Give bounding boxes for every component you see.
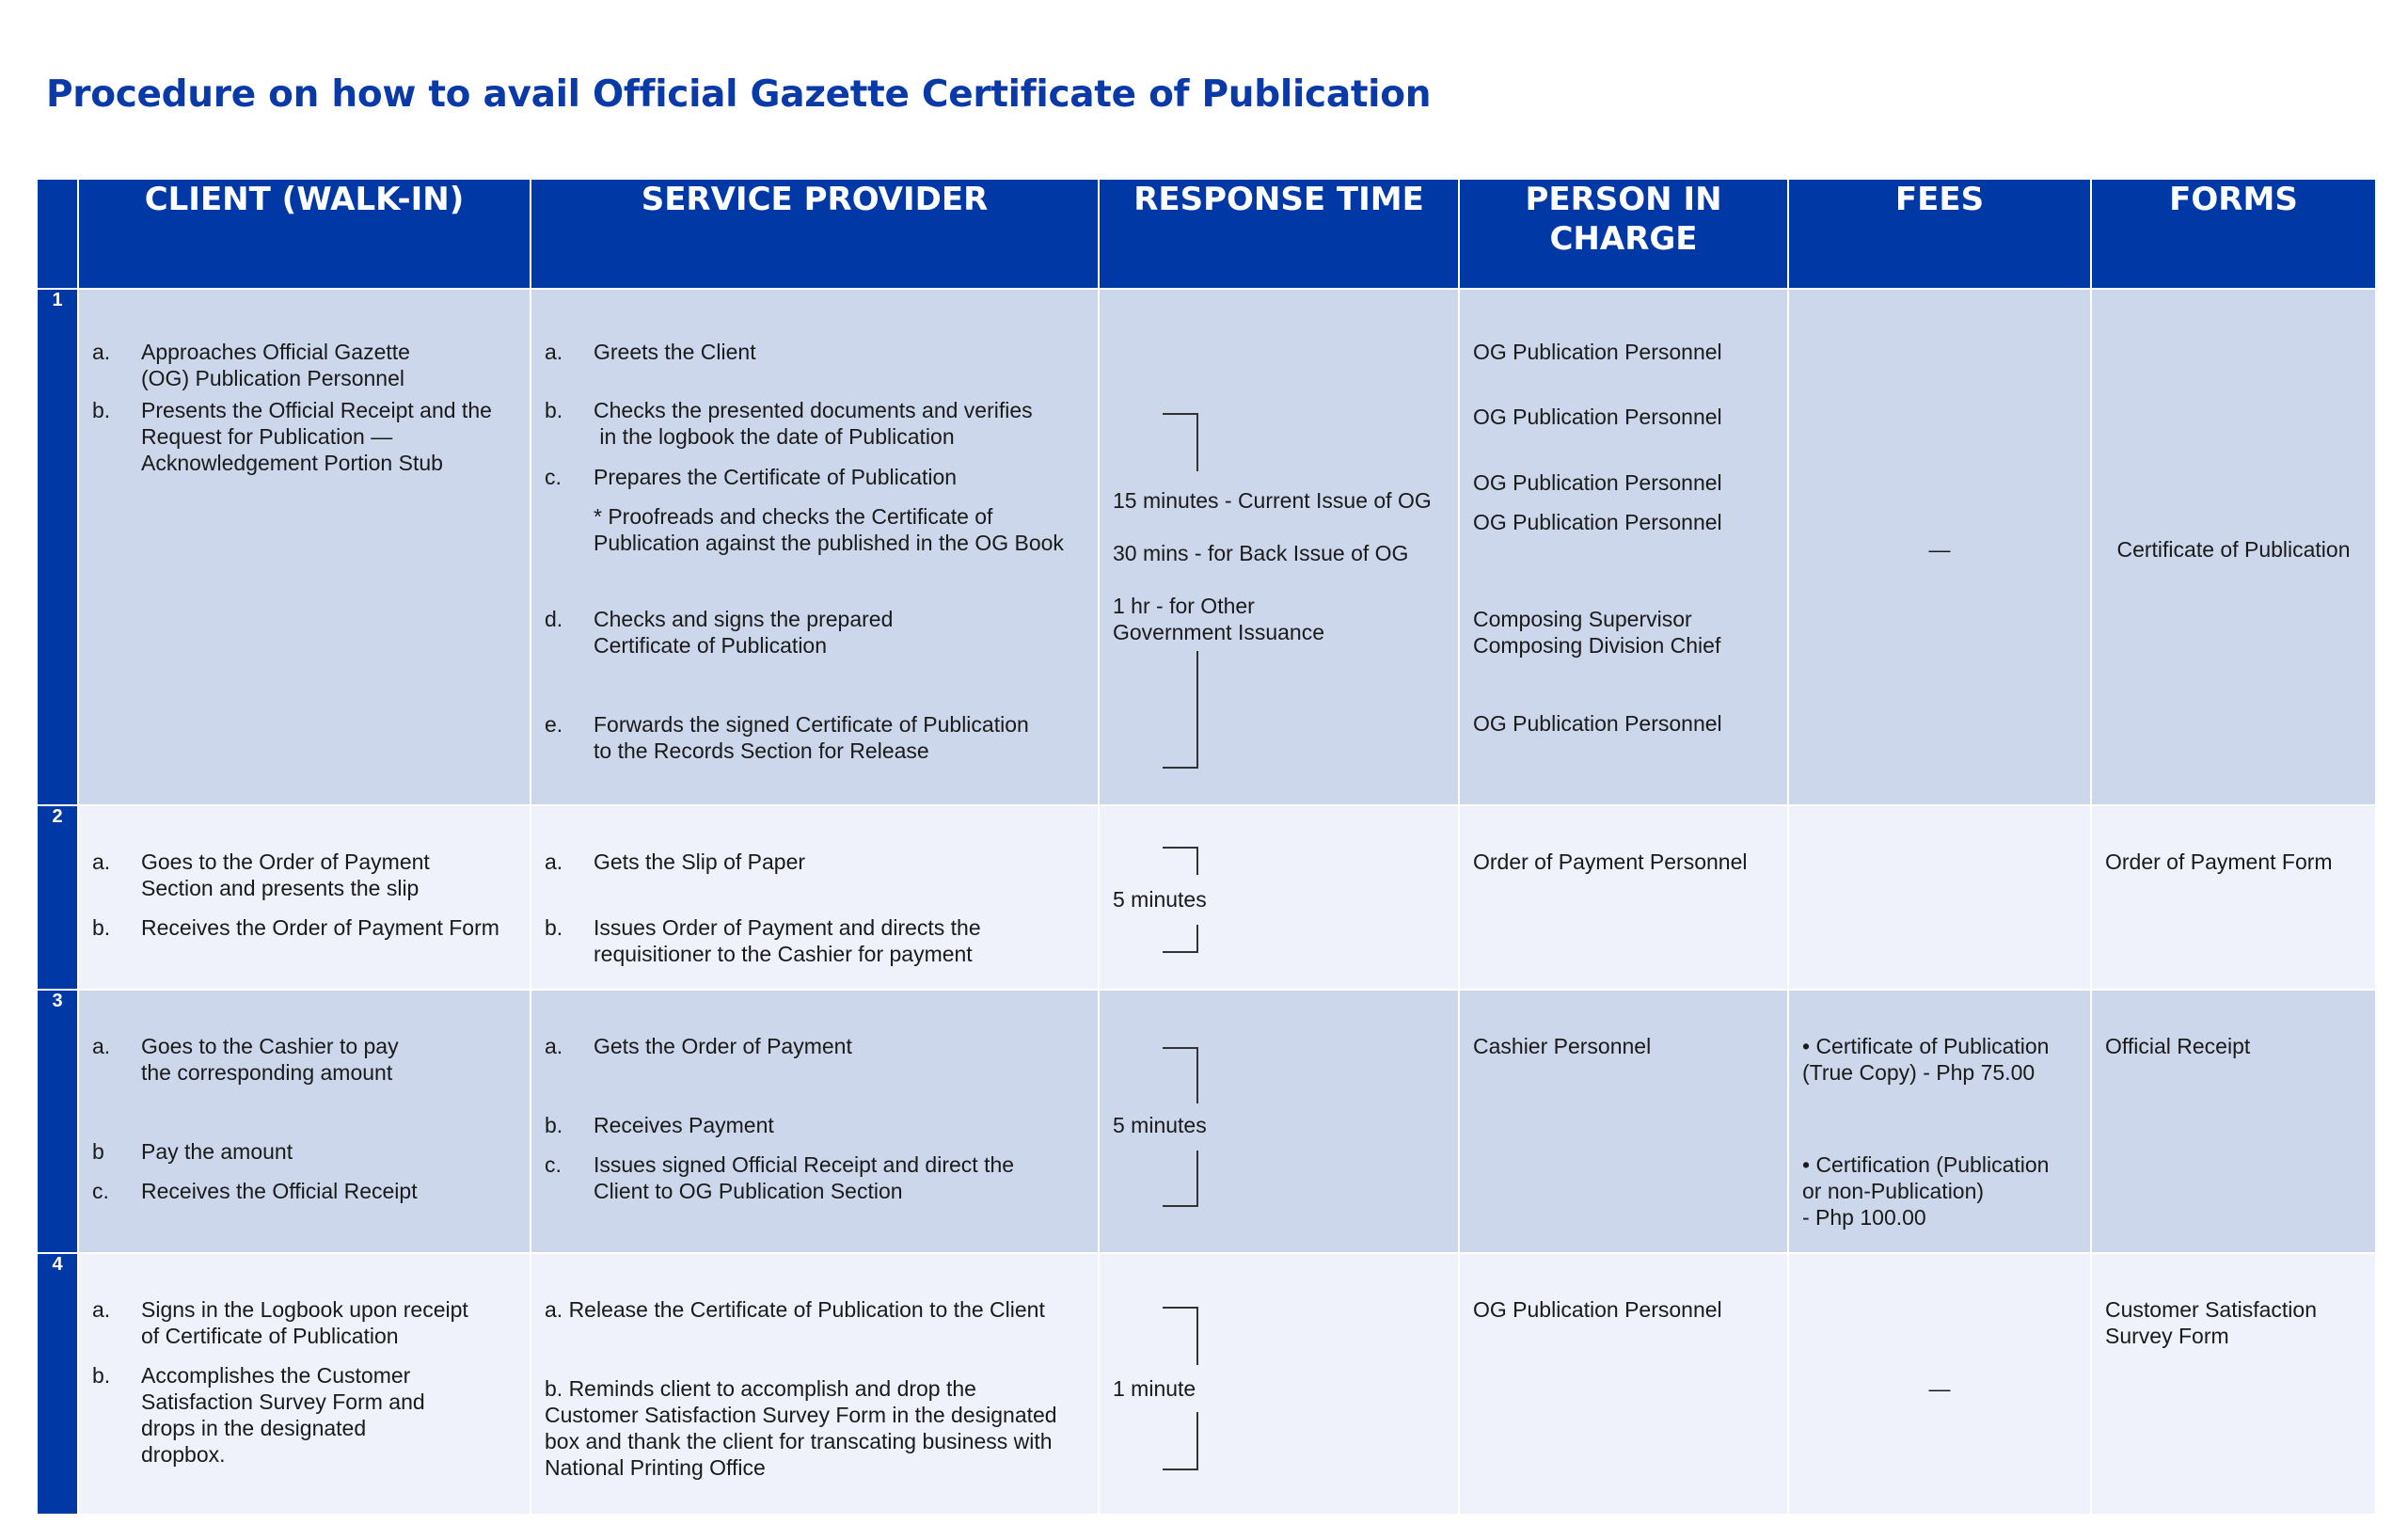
fees-text: — (1928, 537, 1951, 562)
header-forms: FORMS (2091, 179, 2376, 289)
fees-text: • Certificate of Publication (True Copy) - Php 75.00 (1802, 1034, 2050, 1085)
forms-text: Order of Payment Form (2105, 849, 2333, 874)
table-row (37, 805, 2376, 990)
forms-text: Certificate of Publication (2116, 537, 2351, 562)
forms-cell (2091, 990, 2376, 1253)
step-number: 3 (37, 990, 78, 1253)
list-item: b. Receives the Order of Payment Form (92, 915, 499, 940)
list-item: b. Issues Order of Payment and directs the requisitioner to the Cashier for payment (545, 915, 981, 966)
provider-text: a. Release the Certificate of Publication to the Client (545, 1297, 1045, 1322)
bracket-top (1163, 847, 1198, 875)
header-response-time: RESPONSE TIME (1099, 179, 1459, 289)
header-fees: FEES (1788, 179, 2091, 289)
list-item: b. Accomplishes the Customer Satisfaction Survey Form and drops in the designated dropbox. (92, 1363, 425, 1467)
forms-cell (2091, 805, 2376, 990)
person-text: OG Publication Personnel (1473, 470, 1722, 495)
person-in-charge-cell (1459, 805, 1788, 990)
person-text: Order of Payment Personnel (1473, 849, 1748, 874)
person-text: Cashier Personnel (1473, 1034, 1652, 1058)
person-text: OG Publication Personnel (1473, 1297, 1722, 1322)
header-number (37, 179, 78, 289)
bracket-bottom (1163, 651, 1198, 769)
provider-text: b. Reminds client to accomplish and drop the Customer Satisfaction Survey Form in the designated box and thank the client for transcating business with National Printing Office (545, 1376, 1057, 1480)
step-number: 1 (37, 289, 78, 805)
person-text: Composing Supervisor Composing Division Chief (1473, 607, 1721, 658)
provider-cell (531, 805, 1099, 990)
bracket-top (1163, 1307, 1198, 1365)
list-item: b. Presents the Official Receipt and the Request for Publication — Acknowledgement Portion Stub (92, 398, 492, 475)
list-item: a. Gets the Slip of Paper (545, 849, 806, 874)
table-row (37, 1253, 2376, 1515)
provider-cell (531, 990, 1099, 1253)
person-in-charge-cell (1459, 289, 1788, 805)
header-service-provider: SERVICE PROVIDER (531, 179, 1099, 289)
forms-text: Official Receipt (2105, 1034, 2251, 1058)
list-item: b Pay the amount (92, 1139, 293, 1164)
client-cell (78, 289, 531, 805)
bracket-bottom (1163, 1151, 1198, 1207)
provider-cell (531, 289, 1099, 805)
header-client: CLIENT (WALK-IN) (78, 179, 531, 289)
list-item: a. Goes to the Order of Payment Section and presents the slip (92, 849, 430, 900)
response-time-text: 1 minute (1113, 1376, 1196, 1401)
list-item: c. Issues signed Official Receipt and direct the Client to OG Publication Section (545, 1152, 1015, 1203)
person-text: OG Publication Personnel (1473, 405, 1722, 429)
list-item: c. Receives the Official Receipt (92, 1179, 418, 1203)
bracket-top (1163, 1047, 1198, 1103)
list-item: a. Approaches Official Gazette (OG) Publication Personnel (92, 340, 410, 390)
list-item: b. Checks the presented documents and verifies in the logbook the date of Publication (545, 398, 1033, 449)
table-row (37, 289, 2376, 805)
list-item: e. Forwards the signed Certificate of Publication to the Records Section for Release (545, 712, 1029, 763)
client-cell (78, 1253, 531, 1515)
fees-text: — (1928, 1376, 1951, 1401)
list-item: a. Greets the Client (545, 340, 756, 364)
person-text: OG Publication Personnel (1473, 510, 1722, 534)
bracket-bottom (1163, 925, 1198, 953)
list-item: a. Gets the Order of Payment (545, 1034, 852, 1058)
bracket-bottom (1163, 1412, 1198, 1470)
person-text: OG Publication Personnel (1473, 340, 1722, 364)
forms-cell (2091, 289, 2376, 805)
list-item: d. Checks and signs the prepared Certificate of Publication (545, 607, 894, 658)
response-time-cell (1099, 1253, 1459, 1515)
response-time-text: 15 minutes - Current Issue of OG (1113, 488, 1432, 513)
table-row (37, 990, 2376, 1253)
fees-cell (1788, 990, 2091, 1253)
list-item: a. Goes to the Cashier to pay the corresponding amount (92, 1034, 399, 1085)
person-in-charge-cell (1459, 990, 1788, 1253)
bracket-top (1163, 413, 1198, 471)
header-person-in-charge: PERSON IN CHARGE (1459, 179, 1788, 289)
procedure-table (36, 178, 2377, 1516)
response-time-cell (1099, 990, 1459, 1253)
person-text: OG Publication Personnel (1473, 711, 1722, 736)
step-number: 4 (37, 1253, 78, 1515)
list-item: c. Prepares the Certificate of Publication (545, 465, 958, 489)
fees-cell (1788, 289, 2091, 805)
fees-cell (1788, 1253, 2091, 1515)
person-in-charge-cell (1459, 1253, 1788, 1515)
response-time-text: 5 minutes (1113, 887, 1207, 912)
list-item: b. Receives Payment (545, 1113, 774, 1137)
provider-cell (531, 1253, 1099, 1515)
forms-cell (2091, 1253, 2376, 1515)
response-time-cell (1099, 289, 1459, 805)
page-title: Procedure on how to avail Official Gazette Certificate of Publication (46, 73, 1432, 116)
response-time-text: 1 hr - for Other Government Issuance (1113, 594, 1325, 644)
fees-text: • Certification (Publication or non-Publication) - Php 100.00 (1802, 1152, 2050, 1230)
response-time-cell (1099, 805, 1459, 990)
client-cell (78, 805, 531, 990)
fees-cell (1788, 805, 2091, 990)
list-item: a. Signs in the Logbook upon receipt of Certificate of Publication (92, 1297, 468, 1348)
forms-text: Customer Satisfaction Survey Form (2105, 1297, 2317, 1348)
step-number: 2 (37, 805, 78, 990)
header-row (37, 179, 2376, 289)
list-item: * Proofreads and checks the Certificate of Publication against the published in the OG Book (594, 504, 1064, 555)
response-time-text: 30 mins - for Back Issue of OG (1113, 541, 1409, 565)
response-time-text: 5 minutes (1113, 1113, 1207, 1137)
client-cell (78, 990, 531, 1253)
